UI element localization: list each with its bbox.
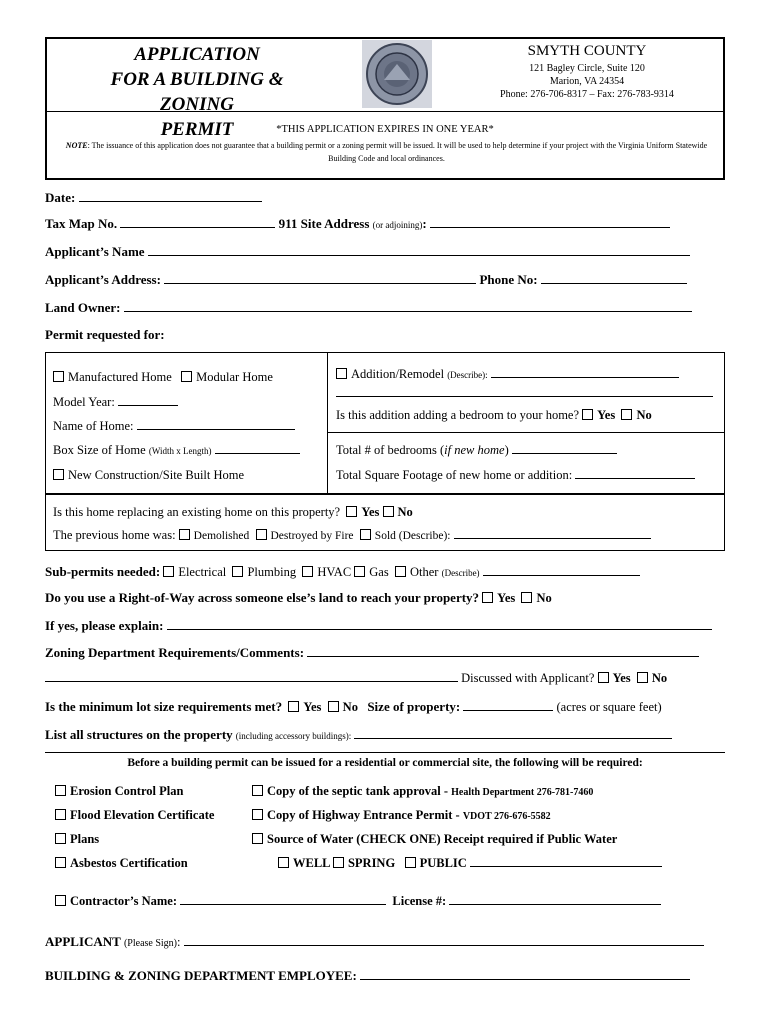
manufactured-home-label: Manufactured Home [68, 370, 172, 384]
applicant-address-field[interactable] [164, 274, 476, 284]
applicant-name-row [45, 244, 690, 260]
addition-describe-field[interactable] [491, 368, 679, 378]
if-new-home-text: if new home [444, 443, 505, 457]
property-size-units: (acres or square feet) [556, 700, 662, 714]
tax-map-label: Tax Map No [45, 216, 114, 231]
bedroom-no-checkbox[interactable] [621, 409, 632, 420]
replacing-yes-checkbox[interactable] [346, 506, 357, 517]
contractor-checkbox[interactable] [55, 895, 66, 906]
permit-box-divider [327, 352, 328, 494]
address-line: 121 Bagley Circle, Suite 120 [529, 63, 645, 74]
total-sqft-row [336, 468, 695, 483]
property-size-label: Size of property: [367, 699, 461, 714]
subpermits-row [45, 564, 640, 580]
county-seal-logo [362, 40, 432, 108]
expiration-notice: *THIS APPLICATION EXPIRES IN ONE YEAR* [276, 124, 494, 135]
right-of-way-yes-label: Yes [497, 591, 516, 605]
replacing-no-checkbox[interactable] [383, 506, 394, 517]
flood-label: Flood Elevation Certificate [70, 808, 215, 822]
property-size-field[interactable] [463, 701, 553, 711]
applicant-signature-row: APPLICANT (Please Sign): [45, 934, 704, 950]
total-bedrooms-label: Total # of bedrooms ( [336, 443, 445, 457]
right-of-way-row [45, 590, 552, 606]
electrical-checkbox[interactable] [163, 566, 174, 577]
other-describe-note: (Describe) [441, 568, 480, 578]
other-checkbox[interactable] [395, 566, 406, 577]
requirements-divider [45, 752, 725, 753]
discussed-yes-checkbox[interactable] [598, 672, 609, 683]
explain-label: If yes, please explain [45, 618, 160, 633]
lot-no-label: No [342, 700, 358, 714]
discussed-no-checkbox[interactable] [637, 672, 648, 683]
gas-checkbox[interactable] [354, 566, 365, 577]
water-row [252, 832, 617, 847]
discussed-row [45, 671, 667, 686]
asbestos-checkbox[interactable] [55, 857, 66, 868]
public-field[interactable] [470, 857, 662, 867]
land-owner-field[interactable] [124, 302, 692, 312]
sold-describe-field[interactable] [454, 529, 651, 539]
note-label: NOTE [65, 141, 88, 150]
erosion-row [55, 784, 183, 799]
new-construction-label: New Construction/Site Built Home [68, 468, 245, 482]
modular-home-checkbox[interactable] [181, 371, 192, 382]
public-label: PUBLIC [419, 856, 467, 870]
right-of-way-no-label: No [536, 591, 552, 605]
city-line: Marion, VA 24354 [549, 76, 625, 87]
subpermits-label: Sub-permits needed: [45, 564, 161, 579]
electrical-label: Electrical [178, 565, 227, 579]
phone-fax-line: Phone: 276-706-8317 – Fax: 276-783-9314 [500, 89, 674, 100]
water-checkbox[interactable] [252, 833, 263, 844]
permit-requested-row: Permit requested for: [45, 327, 165, 342]
applicant-signature-label: APPLICANT [45, 934, 121, 949]
modular-home-label: Modular Home [196, 370, 273, 384]
permit-box-hdivider [327, 432, 725, 433]
structures-field[interactable] [354, 729, 672, 739]
new-construction-row [53, 468, 244, 483]
highway-label: Copy of Highway Entrance Permit - [267, 808, 460, 822]
applicant-sign-note: (Please Sign) [123, 938, 178, 949]
septic-row [252, 784, 593, 799]
lot-size-row [45, 699, 662, 715]
applicant-address-label: Applicant’s Address [45, 272, 157, 287]
tax-map-field[interactable] [120, 218, 275, 228]
total-bedrooms-field[interactable] [512, 444, 617, 454]
new-construction-checkbox[interactable] [53, 469, 64, 480]
addition-remodel-checkbox[interactable] [336, 368, 347, 379]
addition-line-2 [336, 386, 713, 401]
sold-checkbox[interactable] [360, 529, 371, 540]
land-owner-label: Land Owner: [45, 300, 121, 315]
zoning-label: Zoning Department Requirements/Comments [45, 645, 300, 660]
plans-row [55, 832, 99, 847]
contractor-name-label: Contractor’s Name: [70, 894, 178, 908]
demolished-label: Demolished [193, 530, 250, 542]
well-label: WELL [293, 856, 330, 870]
model-year-field[interactable] [118, 396, 178, 406]
bedroom-question-label: Is this addition adding a bedroom to your home? [336, 408, 580, 422]
applicant-signature-field[interactable] [184, 936, 704, 946]
title-line-3: PERMIT [160, 119, 234, 140]
applicant-name-label: Applicant’s Name [45, 244, 145, 259]
employee-signature-label: BUILDING & ZONING DEPARTMENT EMPLOYEE [45, 968, 353, 983]
total-bedrooms-row [336, 443, 617, 458]
addition-describe-note: (Describe): [447, 370, 488, 380]
applicant-address-row: Applicant’s Address: Phone No: [45, 272, 687, 288]
site-address-field[interactable] [430, 218, 670, 228]
model-year-label: Model Year: [53, 395, 115, 409]
lot-no-checkbox[interactable] [328, 701, 339, 712]
bedroom-no-label: No [636, 408, 652, 422]
highway-row [252, 808, 551, 823]
well-checkbox[interactable] [278, 857, 289, 868]
sold-label: Sold (Describe): [374, 530, 451, 542]
total-sqft-label: Total Square Footage of new home or addition: [336, 468, 573, 482]
plumbing-checkbox[interactable] [232, 566, 243, 577]
lot-size-question: Is the minimum lot size requirements met? [45, 699, 283, 714]
total-bedrooms-close: ) [504, 443, 509, 457]
discussed-yes-label: Yes [612, 671, 631, 685]
previous-home-row [53, 528, 651, 543]
water-options-row [278, 856, 662, 871]
tax-map-row: Tax Map No. 911 Site Address (or adjoining): [45, 216, 670, 232]
title-line-1: APPLICATION [134, 44, 260, 65]
date-label: Date [45, 190, 71, 205]
erosion-checkbox[interactable] [55, 785, 66, 796]
demolished-checkbox[interactable] [179, 529, 190, 540]
right-of-way-question: Do you use a Right-of-Way across someone else’s land to reach your property? [45, 590, 480, 605]
destroyed-label: Destroyed by Fire [270, 530, 354, 542]
box-size-field[interactable] [215, 444, 300, 454]
name-of-home-label: Name of Home: [53, 419, 134, 433]
explain-field[interactable] [167, 620, 712, 630]
site-address-note: (or adjoining) [372, 220, 423, 230]
bedroom-yes-checkbox[interactable] [582, 409, 593, 420]
other-label: Other [409, 565, 439, 579]
flood-row [55, 808, 214, 823]
bedroom-question-row [336, 408, 652, 423]
replacing-no-label: No [397, 505, 413, 519]
septic-checkbox[interactable] [252, 785, 263, 796]
note-text [59, 139, 714, 165]
replacing-question-row [53, 505, 413, 520]
note-body: : The issuance of this application does not guarantee that a building permit or a zoning permit will be issued. It will be used to help determine if your project with the Virginia Uniform Statewide Building Code and local ordinances. [87, 141, 708, 163]
header-divider [47, 111, 723, 112]
title-line-2: FOR A BUILDING & ZONING [110, 69, 284, 115]
plans-label: Plans [70, 832, 100, 846]
gas-label: Gas [369, 565, 389, 579]
right-of-way-no-checkbox[interactable] [521, 592, 532, 603]
public-checkbox[interactable] [405, 857, 416, 868]
spring-label: SPRING [347, 856, 396, 870]
hvac-checkbox[interactable] [302, 566, 313, 577]
destroyed-checkbox[interactable] [256, 529, 267, 540]
bedroom-yes-label: Yes [597, 408, 616, 422]
other-describe-field[interactable] [483, 566, 640, 576]
license-label: License #: [392, 894, 447, 908]
spring-checkbox[interactable] [333, 857, 344, 868]
flood-checkbox[interactable] [55, 809, 66, 820]
county-name: SMYTH COUNTY [527, 43, 647, 59]
vdot-phone: VDOT 276-676-5582 [462, 811, 551, 822]
explain-row: If yes, please explain: [45, 618, 712, 634]
applicant-name-field[interactable] [148, 246, 690, 256]
site-address-label: 911 Site Address [278, 216, 370, 231]
discussed-label: Discussed with Applicant? [461, 671, 595, 685]
asbestos-row [55, 856, 188, 871]
land-owner-row [45, 300, 692, 316]
health-department-phone: Health Department 276-781-7460 [451, 787, 594, 798]
box-size-row [53, 443, 300, 458]
county-address [477, 62, 697, 101]
name-of-home-field[interactable] [137, 420, 295, 430]
phone-label: Phone No [479, 272, 534, 287]
previous-home-label: The previous home was: [53, 528, 176, 542]
septic-label: Copy of the septic tank approval - [267, 784, 449, 798]
manufactured-home-checkbox[interactable] [53, 371, 64, 382]
water-label: Source of Water (CHECK ONE) Receipt required if Public Water [267, 832, 618, 846]
hvac-label: HVAC [317, 565, 352, 579]
home-type-row [53, 370, 273, 385]
box-size-note: (Width x Length) [148, 446, 212, 456]
date-row: Date: [45, 190, 262, 206]
contractor-row [55, 894, 661, 909]
requirements-heading: Before a building permit can be issued for a residential or commercial site, the following will be required: [127, 757, 643, 769]
employee-signature-field[interactable] [360, 970, 690, 980]
lot-yes-label: Yes [303, 700, 322, 714]
total-sqft-field[interactable] [575, 469, 695, 479]
plans-checkbox[interactable] [55, 833, 66, 844]
addition-row [336, 367, 679, 382]
permit-requested-label: Permit requested for [45, 327, 161, 342]
zoning-comments-field[interactable] [307, 647, 699, 657]
lot-yes-checkbox[interactable] [288, 701, 299, 712]
addition-remodel-label: Addition/Remodel [351, 367, 445, 381]
plumbing-label: Plumbing [247, 565, 297, 579]
zoning-comments-field-2[interactable] [45, 672, 458, 682]
structures-row [45, 727, 672, 743]
box-size-label: Box Size of Home [53, 443, 146, 457]
asbestos-label: Asbestos Certification [70, 856, 188, 870]
replacing-question-label: Is this home replacing an existing home on this property? [53, 505, 341, 519]
structures-note: (including accessory buildings): [235, 731, 352, 741]
name-of-home-row [53, 419, 295, 434]
addition-describe-field-2[interactable] [336, 387, 713, 397]
right-of-way-yes-checkbox[interactable] [482, 592, 493, 603]
date-field[interactable] [79, 192, 262, 202]
highway-checkbox[interactable] [252, 809, 263, 820]
structures-label: List all structures on the property [45, 727, 233, 742]
model-year-row [53, 395, 178, 410]
contractor-name-field[interactable] [180, 895, 386, 905]
erosion-label: Erosion Control Plan [70, 784, 184, 798]
discussed-no-label: No [651, 671, 668, 685]
replacing-yes-label: Yes [361, 505, 380, 519]
employee-signature-row: BUILDING & ZONING DEPARTMENT EMPLOYEE: [45, 968, 690, 984]
zoning-row: Zoning Department Requirements/Comments: [45, 645, 699, 661]
license-field[interactable] [449, 895, 661, 905]
header-box [45, 37, 725, 180]
phone-field[interactable] [541, 274, 687, 284]
